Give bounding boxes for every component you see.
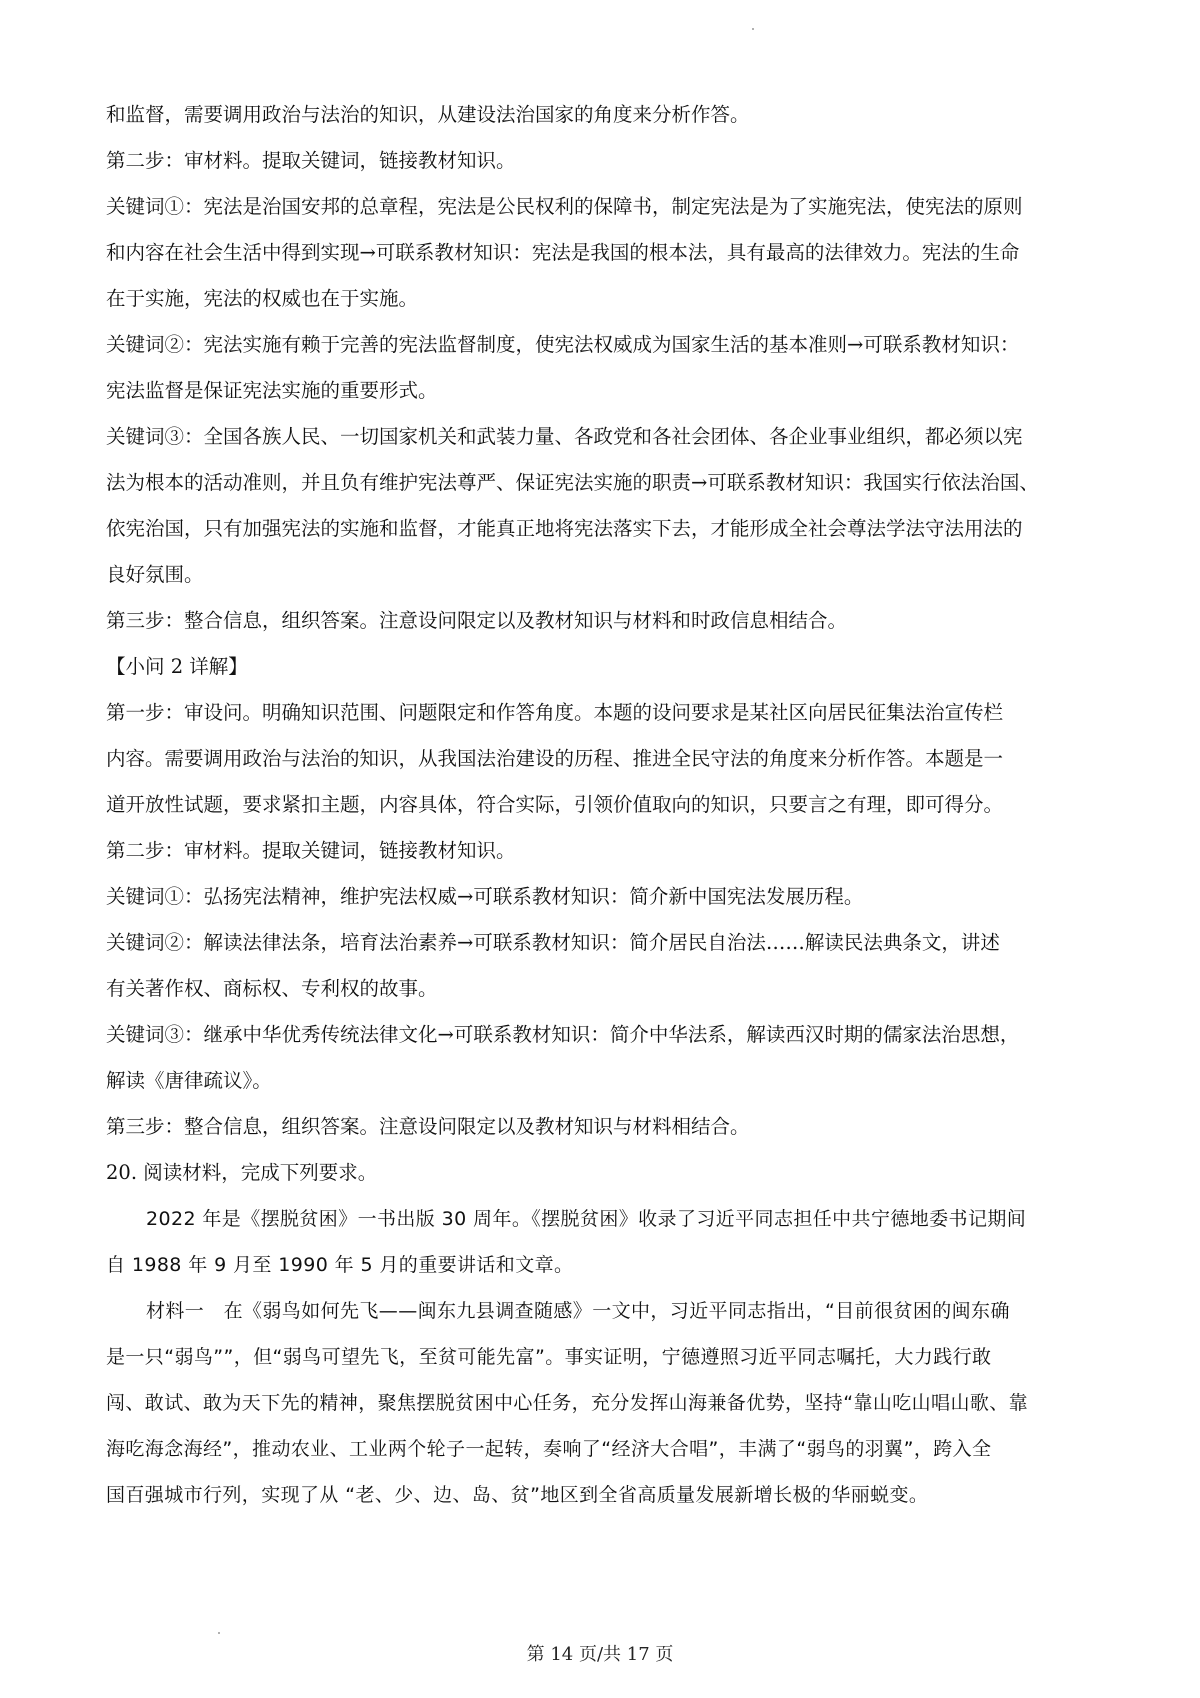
page-content — [106, 92, 1091, 1518]
text-line: 有关著作权、商标权、专利权的故事。 — [106, 977, 438, 1000]
text-line: 关键词③：继承中华优秀传统法律文化→可联系教材知识：简介中华法系，解读西汉时期的儒家法治思想， — [106, 1023, 1020, 1046]
text-line: 第三步：整合信息，组织答案。注意设问限定以及教材知识与材料相结合。 — [106, 1115, 750, 1138]
text-line: 第二步：审材料。提取关键词，链接教材知识。 — [106, 839, 516, 862]
text-line: 关键词②：解读法律法条，培育法治素养→可联系教材知识：简介居民自治法……解读民法典条文，讲述 — [106, 931, 1000, 954]
text-line: 解读《唐律疏议》。 — [106, 1069, 272, 1092]
text-line: 关键词①：宪法是治国安邦的总章程，宪法是公民权利的保障书，制定宪法是为了实施宪法，使宪法的原则 — [106, 195, 1023, 218]
scan-speck — [218, 1632, 220, 1634]
material-line: 自 1988 年 9 月至 1990 年 5 月的重要讲话和文章。 — [106, 1254, 574, 1276]
text-line: 第二步：审材料。提取关键词，链接教材知识。 — [106, 149, 516, 172]
section-heading: 【小问 2 详解】 — [106, 655, 248, 678]
text-line: 依宪治国，只有加强宪法的实施和监督，才能真正地将宪法落实下去，才能形成全社会尊法学法守法用法的 — [106, 517, 1023, 540]
material-line: 材料一 在《弱鸟如何先飞——闽东九县调查随感》一文中，习近平同志指出，“目前很贫困的闽东确 — [146, 1300, 1010, 1322]
text-line: 内容。需要调用政治与法治的知识，从我国法治建设的历程、推进全民守法的角度来分析作答。本题是一 — [106, 747, 1004, 770]
question-heading: 20. 阅读材料，完成下列要求。 — [106, 1161, 378, 1184]
text-line: 良好氛围。 — [106, 563, 204, 586]
material-line: 闯、敢试、敢为天下先的精神，聚焦摆脱贫困中心任务，充分发挥山海兼备优势，坚持“靠山吃山唱山歌、靠 — [106, 1392, 1029, 1414]
page-number: 第 14 页/共 17 页 — [526, 1644, 674, 1665]
material-line: 国百强城市行列，实现了从 “老、少、边、岛、贫”地区到全省高质量发展新增长极的华丽蜕变。 — [106, 1484, 929, 1506]
text-line: 道开放性试题，要求紧扣主题，内容具体，符合实际，引领价值取向的知识，只要言之有理，即可得分。 — [106, 793, 1004, 816]
text-line: 和内容在社会生活中得到实现→可联系教材知识：宪法是我国的根本法，具有最高的法律效力。宪法的生命 — [106, 241, 1020, 264]
answer-analysis — [106, 92, 1091, 1196]
material-line: 海吃海念海经”，推动农业、工业两个轮子一起转，奏响了“经济大合唱”，丰满了“弱鸟的羽翼”，跨入全 — [106, 1438, 992, 1460]
text-line: 和监督，需要调用政治与法治的知识，从建设法治国家的角度来分析作答。 — [106, 103, 750, 126]
text-line: 在于实施，宪法的权威也在于实施。 — [106, 287, 419, 310]
text-line: 关键词③：全国各族人民、一切国家机关和武装力量、各政党和各社会团体、各企业事业组织，都必须以宪 — [106, 425, 1023, 448]
scan-speck — [752, 28, 754, 30]
text-line: 关键词②：宪法实施有赖于完善的宪法监督制度，使宪法权威成为国家生活的基本准则→可联系教材知识： — [106, 333, 1020, 356]
material-line: 2022 年是《摆脱贫困》一书出版 30 周年。《摆脱贫困》收录了习近平同志担任中共宁德地委书记期间 — [146, 1208, 1027, 1230]
text-line: 关键词①：弘扬宪法精神，维护宪法权威→可联系教材知识：简介新中国宪法发展历程。 — [106, 885, 864, 908]
text-line: 第一步：审设问。明确知识范围、问题限定和作答角度。本题的设问要求是某社区向居民征集法治宣传栏 — [106, 701, 1004, 724]
material-line: 是一只“弱鸟””，但“弱鸟可望先飞，至贫可能先富”。事实证明，宁德遵照习近平同志嘱托，大力践行敢 — [106, 1346, 992, 1368]
text-line: 宪法监督是保证宪法实施的重要形式。 — [106, 379, 438, 402]
text-line: 第三步：整合信息，组织答案。注意设问限定以及教材知识与材料和时政信息相结合。 — [106, 609, 848, 632]
text-line: 法为根本的活动准则，并且负有维护宪法尊严、保证宪法实施的职责→可联系教材知识：我国实行依法治国、 — [106, 471, 1039, 494]
reading-material — [106, 1196, 1091, 1518]
